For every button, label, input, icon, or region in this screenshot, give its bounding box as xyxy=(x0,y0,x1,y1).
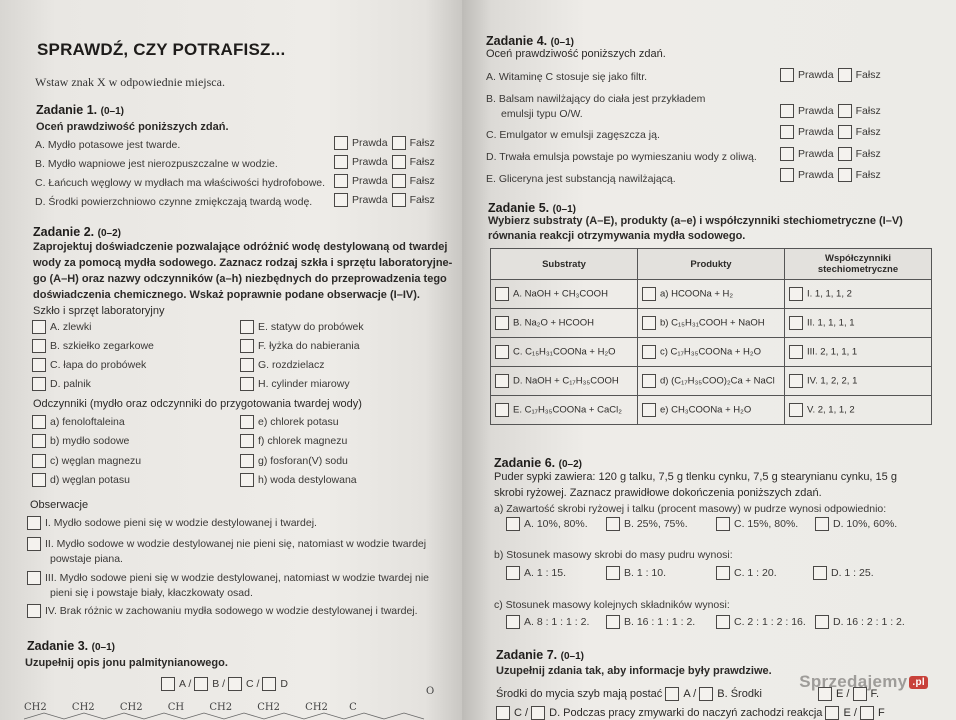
task-5-line-1: Wybierz substraty (A–E), produkty (a–e) i współczynniki stechiometryczne (I–V) xyxy=(488,215,903,227)
reagent-option-b[interactable] xyxy=(32,434,129,448)
checkbox[interactable] xyxy=(27,571,41,585)
watermark-text: Sprzedajemy xyxy=(799,672,908,691)
option-label: h) woda destylowana xyxy=(258,473,357,486)
true-label: Prawda xyxy=(352,136,388,149)
checkbox[interactable] xyxy=(780,68,794,82)
checkbox[interactable] xyxy=(838,168,852,182)
instruction: Wstaw znak X w odpowiednie miejsca. xyxy=(35,75,225,89)
task-7-line-1: Środki do mycia szyb mają postać A / B. Środki xyxy=(496,687,762,700)
task-6-question-c: c) Stosunek masowy kolejnych składników wynosi: xyxy=(494,599,730,611)
table-header-row xyxy=(491,249,932,280)
checkbox[interactable] xyxy=(194,677,208,691)
task-2-line-3: go (A–H) oraz nazwy odczynników (a–h) niezbędnych do przeprowadzenia tego xyxy=(33,273,447,285)
formula-group: CH2 xyxy=(305,702,328,713)
checkbox[interactable] xyxy=(642,287,656,301)
observation-ii-cont: powstaje piana. xyxy=(50,553,123,565)
checkbox[interactable] xyxy=(240,320,254,334)
checkbox[interactable] xyxy=(32,434,46,448)
formula-group: CH2 xyxy=(209,702,233,713)
checkbox[interactable] xyxy=(27,537,41,551)
checkbox[interactable] xyxy=(780,147,794,161)
cell-text: B. Na₂O + HCOOH xyxy=(513,317,595,329)
true-label: Prawda xyxy=(352,193,388,206)
checkbox[interactable] xyxy=(642,316,656,330)
formula-oxygen: O xyxy=(426,686,435,697)
task-7-prompt: Uzupełnij zdania tak, aby informacje były prawdziwe. xyxy=(496,665,772,677)
task-6b-option-b[interactable] xyxy=(606,566,666,580)
task-1-item-b: B. Mydło wapniowe jest nierozpuszczalne w wodzie. xyxy=(35,158,278,170)
choice-label: E xyxy=(836,687,844,700)
checkbox[interactable] xyxy=(665,687,679,701)
choice-label: B. Środki xyxy=(717,687,762,700)
task-1-row-b-answers xyxy=(330,155,435,169)
coeff-cell[interactable] xyxy=(785,396,932,425)
choice-label: E xyxy=(843,706,851,719)
substrate-cell[interactable] xyxy=(491,338,638,367)
checkbox[interactable] xyxy=(789,316,803,330)
page-title: SPRAWDŹ, CZY POTRAFISZ... xyxy=(37,40,286,59)
checkbox[interactable] xyxy=(642,345,656,359)
option-label: D. palnik xyxy=(50,377,91,390)
checkbox[interactable] xyxy=(240,454,254,468)
checkbox[interactable] xyxy=(642,403,656,417)
task-2-line-1: Zaprojektuj doświadczenie pozwalające odróżnić wodę destylowaną od twardej xyxy=(33,241,448,253)
task-6-points: (0–2) xyxy=(558,459,582,470)
option-label: A. zlewki xyxy=(50,320,92,333)
checkbox[interactable] xyxy=(240,358,254,372)
checkbox[interactable] xyxy=(240,339,254,353)
reagent-option-d[interactable] xyxy=(32,473,130,487)
true-label: Prawda xyxy=(798,68,834,81)
checkbox[interactable] xyxy=(32,320,46,334)
false-label: Fałsz xyxy=(855,147,881,160)
choice-label: D xyxy=(280,677,288,690)
task-7-title: Zadanie 7. xyxy=(496,648,558,662)
checkbox[interactable] xyxy=(240,415,254,429)
task-2-heading xyxy=(33,225,121,239)
option-label: B. 1 : 10. xyxy=(624,566,667,579)
option-label: g) fosforan(V) sodu xyxy=(258,454,348,467)
task-5-title: Zadanie 5. xyxy=(488,201,550,215)
option-label: H. cylinder miarowy xyxy=(258,377,350,390)
checkbox[interactable] xyxy=(27,604,41,618)
task-1-item-c: C. Łańcuch węglowy w mydłach ma właściwości hydrofobowe. xyxy=(35,177,326,189)
checkbox[interactable] xyxy=(815,615,829,629)
true-label: Prawda xyxy=(798,104,834,117)
checkbox[interactable] xyxy=(334,155,348,169)
task-6c-option-a[interactable] xyxy=(506,615,589,629)
col-coefficients xyxy=(785,249,932,280)
task-1-title: Zadanie 1. xyxy=(36,103,98,117)
checkbox[interactable] xyxy=(716,615,730,629)
task-4-item-d: D. Trwała emulsja powstaje po wymieszaniu wody z oliwą. xyxy=(486,151,757,163)
cell-text: A. NaOH + CH₃COOH xyxy=(513,288,608,300)
observation-text: I. Mydło sodowe pieni się w wodzie destylowanej i twardej. xyxy=(45,516,317,529)
checkbox[interactable] xyxy=(496,706,510,720)
coeff-header-2: stechiometryczne xyxy=(817,264,899,275)
checkbox[interactable] xyxy=(32,473,46,487)
option-label: D. 10%, 60%. xyxy=(833,517,898,530)
observation-text: III. Mydło sodowe pieni się w wodzie destylowanej, natomiast w wodzie twardej nie xyxy=(45,571,430,584)
checkbox[interactable] xyxy=(825,706,839,720)
formula-group: CH2 xyxy=(257,702,280,713)
product-cell[interactable] xyxy=(638,367,785,396)
task-5-heading xyxy=(488,201,576,215)
task-6-title: Zadanie 6. xyxy=(494,456,556,470)
option-label: B. szkiełko zegarkowe xyxy=(50,339,154,352)
true-label: Prawda xyxy=(798,125,834,138)
checkbox[interactable] xyxy=(506,517,520,531)
checkbox[interactable] xyxy=(392,136,406,150)
cell-text: II. 1, 1, 1, 1 xyxy=(807,317,855,329)
option-label: e) chlorek potasu xyxy=(258,415,339,428)
glass-option-f[interactable] xyxy=(240,339,360,353)
checkbox[interactable] xyxy=(334,136,348,150)
col-products: Produkty xyxy=(638,249,785,280)
task-2-points: (0–2) xyxy=(97,228,121,239)
choice-label: A xyxy=(683,687,691,700)
glass-option-e[interactable] xyxy=(240,320,364,334)
formula-group: CH2 xyxy=(119,702,143,713)
cell-text: d) (C₁₇H₃₅COO)₂Ca + NaCl xyxy=(660,375,775,387)
task-5-line-2: równania reakcji otrzymywania mydła sodowego. xyxy=(488,230,746,242)
task-4-points: (0–1) xyxy=(550,37,574,48)
observation-iv[interactable] xyxy=(27,604,418,618)
task-4-item-e: E. Gliceryna jest substancją nawilżającą. xyxy=(486,173,676,185)
checkbox[interactable] xyxy=(334,193,348,207)
glass-option-d[interactable] xyxy=(32,377,91,391)
choice-label: F xyxy=(877,706,885,719)
glass-option-c[interactable] xyxy=(32,358,146,372)
true-label: Prawda xyxy=(798,147,834,160)
cell-text: V. 2, 1, 1, 2 xyxy=(807,404,855,416)
coeff-cell[interactable] xyxy=(785,309,932,338)
checkbox[interactable] xyxy=(240,473,254,487)
watermark-tld: .pl xyxy=(909,676,928,689)
option-label: a) fenoloftaleina xyxy=(50,415,125,428)
checkbox[interactable] xyxy=(789,287,803,301)
checkbox[interactable] xyxy=(838,125,852,139)
option-label: F. łyżka do nabierania xyxy=(258,339,360,352)
reagent-option-a[interactable] xyxy=(32,415,125,429)
cell-text: a) HCOONa + H₂ xyxy=(660,288,734,300)
reagent-option-f[interactable] xyxy=(240,434,347,448)
checkbox[interactable] xyxy=(642,374,656,388)
task-6a-option-b[interactable] xyxy=(606,517,688,531)
cell-text: C. C₁₅H₃₁COONa + H₂O xyxy=(513,346,616,358)
glass-option-g[interactable] xyxy=(240,358,325,372)
checkbox[interactable] xyxy=(495,403,509,417)
option-label: B. 16 : 1 : 1 : 2. xyxy=(624,615,696,628)
formula-group: C xyxy=(349,702,357,713)
checkbox[interactable] xyxy=(531,706,545,720)
checkbox[interactable] xyxy=(161,677,175,691)
observation-iii-cont: pieni się i powstaje biały, kłaczkowaty osad. xyxy=(50,587,253,599)
false-label: Fałsz xyxy=(855,168,881,181)
task-1-item-d: D. Środki powierzchniowo czynne zmiękczają twardą wodę. xyxy=(35,196,313,208)
product-cell[interactable] xyxy=(638,396,785,425)
task-2-line-4: doświadczenia chemicznego. Wskaż poprawnie podane obserwacje (I–IV). xyxy=(33,289,420,301)
task-1-row-a-answers xyxy=(330,136,435,150)
reagents-heading: Odczynniki (mydło oraz odczynniki do przygotowania twardej wody) xyxy=(33,398,362,410)
task-4-row-d-answers xyxy=(776,147,881,161)
task-4-row-b-answers xyxy=(776,104,881,118)
checkbox[interactable] xyxy=(495,374,509,388)
task-3-choices: A / B / C / D xyxy=(161,677,288,691)
checkbox[interactable] xyxy=(860,706,874,720)
cell-text: III. 2, 1, 1, 1 xyxy=(807,346,858,358)
task-6b-option-c[interactable] xyxy=(716,566,777,580)
observation-i[interactable] xyxy=(27,516,317,530)
task-4-heading xyxy=(486,34,574,48)
table-row xyxy=(491,280,932,309)
option-label: A. 10%, 80%. xyxy=(524,517,588,530)
task-4-item-b-cont: emulsji typu O/W. xyxy=(501,108,583,120)
checkbox[interactable] xyxy=(32,339,46,353)
watermark-logo xyxy=(799,672,928,692)
choice-label: C xyxy=(245,677,254,690)
observation-text: II. Mydło sodowe w wodzie destylowanej nie pieni się, natomiast w wodzie twardej xyxy=(45,537,427,550)
option-label: d) węglan potasu xyxy=(50,473,130,486)
reaction-table xyxy=(490,248,932,425)
coeff-cell[interactable] xyxy=(785,280,932,309)
false-label: Fałsz xyxy=(409,136,435,149)
task-7-heading xyxy=(496,648,584,662)
substrate-cell[interactable] xyxy=(491,280,638,309)
false-label: Fałsz xyxy=(855,68,881,81)
checkbox[interactable] xyxy=(780,104,794,118)
checkbox[interactable] xyxy=(815,517,829,531)
table-row xyxy=(491,396,932,425)
task-3-points: (0–1) xyxy=(91,642,115,653)
checkbox[interactable] xyxy=(495,345,509,359)
task-7-line-2: C / D. Podczas pracy zmywarki do naczyń zachodzi reakcja E / F xyxy=(496,706,885,720)
checkbox[interactable] xyxy=(506,566,520,580)
option-label: c) węglan magnezu xyxy=(50,454,142,467)
true-label: Prawda xyxy=(352,155,388,168)
cell-text: D. NaOH + C₁₇H₃₅COOH xyxy=(513,375,619,387)
checkbox[interactable] xyxy=(789,374,803,388)
sentence-text: D. Podczas pracy zmywarki do naczyń zachodzi reakcja xyxy=(549,706,823,719)
task-6a-option-a[interactable] xyxy=(506,517,588,531)
task-5-points: (0–1) xyxy=(552,204,576,215)
task-6b-option-a[interactable] xyxy=(506,566,566,580)
task-6c-option-d[interactable] xyxy=(815,615,905,629)
cell-text: e) CH₃COONa + H₂O xyxy=(660,404,752,416)
checkbox[interactable] xyxy=(838,68,852,82)
task-4-item-b: B. Balsam nawilżający do ciała jest przykładem xyxy=(486,93,706,105)
task-4-row-a-answers xyxy=(776,68,881,82)
choice-label: C xyxy=(514,706,522,719)
option-label: A. 1 : 15. xyxy=(524,566,567,579)
left-page xyxy=(0,0,462,720)
glass-option-h[interactable] xyxy=(240,377,350,391)
formula-zigzag xyxy=(24,712,444,720)
checkbox[interactable] xyxy=(334,174,348,188)
checkbox[interactable] xyxy=(32,377,46,391)
task-6c-option-b[interactable] xyxy=(606,615,695,629)
checkbox[interactable] xyxy=(32,454,46,468)
option-label: b) mydło sodowe xyxy=(50,434,130,447)
option-label: D. 1 : 25. xyxy=(831,566,874,579)
checkbox[interactable] xyxy=(495,316,509,330)
observation-iii[interactable] xyxy=(27,571,429,585)
task-2-title: Zadanie 2. xyxy=(33,225,95,239)
task-6a-option-d[interactable] xyxy=(815,517,897,531)
checkbox[interactable] xyxy=(506,615,520,629)
coeff-cell[interactable] xyxy=(785,367,932,396)
substrate-cell[interactable] xyxy=(491,309,638,338)
task-6b-option-d[interactable] xyxy=(813,566,874,580)
task-1-prompt: Oceń prawdziwość poniższych zdań. xyxy=(36,121,229,133)
checkbox[interactable] xyxy=(392,155,406,169)
substrate-cell[interactable] xyxy=(491,367,638,396)
cell-text: IV. 1, 2, 2, 1 xyxy=(807,375,858,387)
formula-group: CH2 xyxy=(71,702,95,713)
true-label: Prawda xyxy=(798,168,834,181)
checkbox[interactable] xyxy=(789,403,803,417)
substrate-cell[interactable] xyxy=(491,396,638,425)
reagent-option-g[interactable] xyxy=(240,454,348,468)
cell-text: E. C₁₇H₃₅COONa + CaCl₂ xyxy=(513,404,622,416)
true-label: Prawda xyxy=(352,174,388,187)
task-4-title: Zadanie 4. xyxy=(486,34,548,48)
task-2-line-2: wody za pomocą mydła sodowego. Zaznacz rodzaj szkła i sprzętu laboratoryjne- xyxy=(33,257,453,269)
checkbox[interactable] xyxy=(699,687,713,701)
task-1-row-d-answers xyxy=(330,193,435,207)
glass-option-a[interactable] xyxy=(32,320,91,334)
task-6-line-2: skrobi ryżowej. Zaznacz prawidłowe dokończenia poniższych zdań. xyxy=(494,487,822,499)
task-3-prompt: Uzupełnij opis jonu palmitynianowego. xyxy=(25,657,228,669)
false-label: Fałsz xyxy=(855,125,881,138)
false-label: Fałsz xyxy=(855,104,881,117)
task-4-prompt: Oceń prawdziwość poniższych zdań. xyxy=(486,48,666,60)
checkbox[interactable] xyxy=(392,193,406,207)
checkbox[interactable] xyxy=(780,125,794,139)
option-label: C. łapa do probówek xyxy=(50,358,147,371)
reagent-option-h[interactable] xyxy=(240,473,357,487)
observation-ii[interactable] xyxy=(27,537,426,551)
table-row xyxy=(491,367,932,396)
glass-heading: Szkło i sprzęt laboratoryjny xyxy=(33,305,165,317)
col-substrates: Substraty xyxy=(491,249,638,280)
task-7-line-1-end: E / F. xyxy=(818,687,879,701)
checkbox[interactable] xyxy=(262,677,276,691)
task-4-row-e-answers xyxy=(776,168,881,182)
checkbox[interactable] xyxy=(606,566,620,580)
task-4-item-c: C. Emulgator w emulsji zagęszcza ją. xyxy=(486,129,660,141)
option-label: A. 8 : 1 : 1 : 2. xyxy=(524,615,590,628)
product-cell[interactable] xyxy=(638,338,785,367)
formula-group: CH xyxy=(167,702,185,713)
cell-text: I. 1, 1, 1, 2 xyxy=(807,288,852,300)
false-label: Fałsz xyxy=(409,174,435,187)
checkbox[interactable] xyxy=(606,615,620,629)
coeff-cell[interactable] xyxy=(785,338,932,367)
task-6-heading xyxy=(494,456,582,470)
product-cell[interactable] xyxy=(638,280,785,309)
task-1-points: (0–1) xyxy=(100,106,124,117)
cell-text: c) C₁₇H₃₅COONa + H₂O xyxy=(660,346,761,358)
false-label: Fałsz xyxy=(409,193,435,206)
cell-text: b) C₁₅H₃₁COOH + NaOH xyxy=(660,317,765,329)
checkbox[interactable] xyxy=(780,168,794,182)
table-row xyxy=(491,338,932,367)
observations-heading: Obserwacje xyxy=(30,499,89,511)
checkbox[interactable] xyxy=(27,516,41,530)
checkbox[interactable] xyxy=(838,104,852,118)
checkbox[interactable] xyxy=(392,174,406,188)
right-page xyxy=(462,0,956,720)
task-6-question-a: a) Zawartość skrobi ryżowej i talku (procent masowy) w pudrze wynosi odpowiednio: xyxy=(494,503,887,515)
product-cell[interactable] xyxy=(638,309,785,338)
option-label: B. 25%, 75%. xyxy=(624,517,688,530)
checkbox[interactable] xyxy=(716,566,730,580)
checkbox[interactable] xyxy=(32,358,46,372)
option-label: E. statyw do probówek xyxy=(258,320,364,333)
checkbox[interactable] xyxy=(813,566,827,580)
checkbox[interactable] xyxy=(240,377,254,391)
reagent-option-c[interactable] xyxy=(32,454,141,468)
reagent-option-e[interactable] xyxy=(240,415,339,429)
option-label: D. 16 : 2 : 1 : 2. xyxy=(833,615,905,628)
task-1-row-c-answers xyxy=(330,174,435,188)
task-1-heading xyxy=(36,103,124,117)
option-label: f) chlorek magnezu xyxy=(258,434,348,447)
checkbox[interactable] xyxy=(606,517,620,531)
task-7-points: (0–1) xyxy=(560,651,584,662)
sentence-text: Środki do mycia szyb mają postać xyxy=(496,687,663,700)
false-label: Fałsz xyxy=(409,155,435,168)
option-label: C. 1 : 20. xyxy=(734,566,777,579)
checkbox[interactable] xyxy=(716,517,730,531)
observation-text: IV. Brak różnic w zachowaniu mydła sodowego w wodzie destylowanej i twardej. xyxy=(45,604,418,617)
table-row xyxy=(491,309,932,338)
choice-label: F. xyxy=(870,687,880,700)
task-4-item-a: A. Witaminę C stosuje się jako filtr. xyxy=(486,71,648,83)
task-6a-option-c[interactable] xyxy=(716,517,798,531)
choice-label: A xyxy=(179,677,186,690)
option-label: C. 15%, 80%. xyxy=(734,517,799,530)
option-label: G. rozdzielacz xyxy=(258,358,325,371)
choice-label: B xyxy=(212,677,220,690)
coeff-header-1: Współczynniki xyxy=(825,253,891,264)
formula-group: CH2 xyxy=(24,702,47,713)
checkbox[interactable] xyxy=(789,345,803,359)
glass-option-b[interactable] xyxy=(32,339,154,353)
task-3-title: Zadanie 3. xyxy=(27,639,89,653)
checkbox[interactable] xyxy=(32,415,46,429)
checkbox[interactable] xyxy=(228,677,242,691)
checkbox[interactable] xyxy=(838,147,852,161)
task-3-heading xyxy=(27,639,115,653)
checkbox[interactable] xyxy=(495,287,509,301)
task-6-question-b: b) Stosunek masowy skrobi do masy pudru wynosi: xyxy=(494,549,733,561)
task-6-line-1: Puder sypki zawiera: 120 g talku, 7,5 g tlenku cynku, 7,5 g stearynianu cynku, 15 g xyxy=(494,471,897,483)
task-1-item-a: A. Mydło potasowe jest twarde. xyxy=(35,139,181,151)
task-4-row-c-answers xyxy=(776,125,881,139)
option-label: C. 2 : 1 : 2 : 16. xyxy=(734,615,806,628)
task-6c-option-c[interactable] xyxy=(716,615,806,629)
checkbox[interactable] xyxy=(240,434,254,448)
